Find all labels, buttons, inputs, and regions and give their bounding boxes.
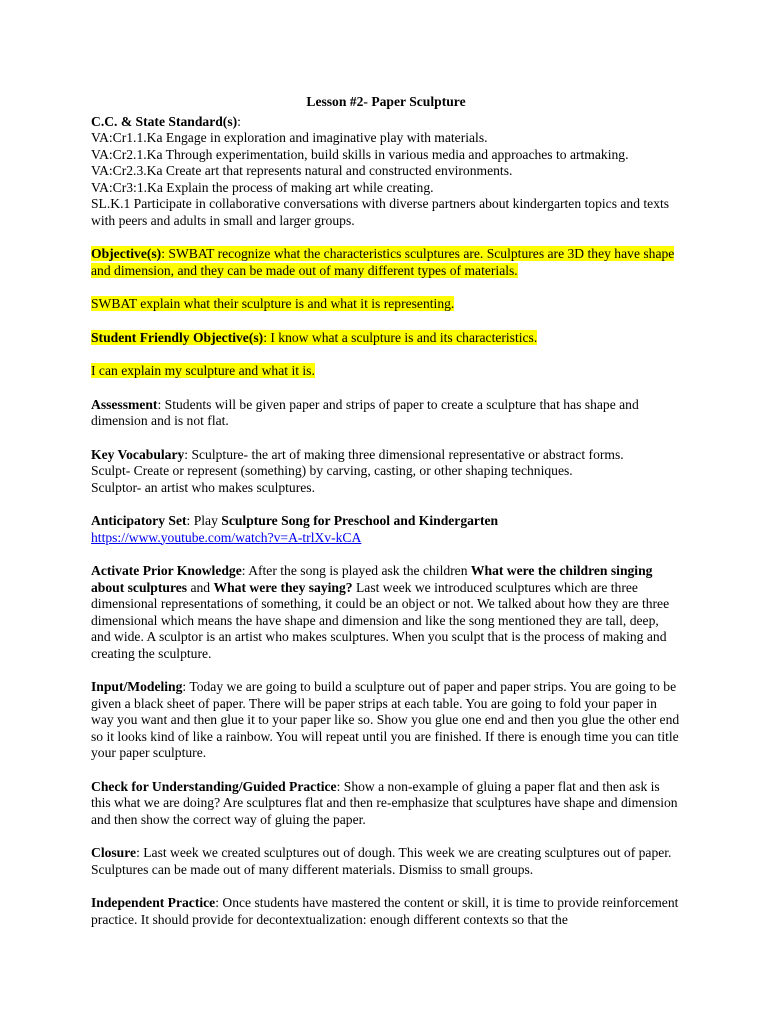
anticipatory-line [91,513,681,530]
objective-text: : SWBAT recognize what the characteristics sculptures are. Sculptures are 3D they have shape and dimension, and they can be made out of many different types of materials. [91,246,675,278]
prior-knowledge-question-1: What were the children singing about sculptures [91,563,653,595]
standard-line: SL.K.1 Participate in collaborative conversations with diverse partners about kindergarten topics and texts with peers and adults in small and larger groups. [91,196,670,228]
anticipatory-section [91,513,681,546]
student-objective-label: Student Friendly Objective(s) [91,329,264,345]
independent-practice-paragraph [91,895,681,928]
student-objective-highlight [91,330,537,345]
assessment-text: : Students will be given paper and strips of paper to create a sculpture that has shape and dimension and is not flat. [91,396,639,428]
vocabulary-line [91,447,681,464]
closure-paragraph [91,845,681,878]
prior-knowledge-text-3: Last week we introduced sculptures which are three dimensional representations of something, it could be an object or not. We talked about how they are three dimensional which means the have shape and dimension and like the song mentioned they are tall, deep, and wide. A sculptor is an artist who makes sculptures. When you sculpt that is the process of making and creating the sculpture. [91,579,670,661]
anticipatory-label: Anticipatory Set [91,513,187,528]
assessment-paragraph [91,397,681,430]
vocabulary-section [91,447,681,497]
prior-knowledge-text-1: : After the song is played ask the children [241,563,471,578]
video-link[interactable]: https://www.youtube.com/watch?v=A-trlXv-kCA [91,529,362,545]
vocabulary-line: Sculptor- an artist who makes sculptures. [91,479,315,495]
song-title: Sculpture Song for Preschool and Kindergarten [221,513,499,528]
objective-highlight [91,246,674,278]
lesson-plan-body [91,94,681,928]
independent-practice-text: : Once students have mastered the content or skill, it is time to provide reinforcement practice. It should provide for decontextualization: enough different contexts so that the [91,895,679,927]
standards-section [91,114,681,230]
standards-heading-line [91,114,681,131]
video-link-line [91,530,681,547]
objective-paragraph [91,246,681,279]
student-objective-2-text: I can explain my sculpture and what it is. [91,363,315,378]
student-objective-paragraph [91,330,681,347]
prior-knowledge-question-2: What were they saying? [213,579,353,595]
objective-2-paragraph [91,296,681,313]
standard-line: VA:Cr2.3.Ka Create art that represents natural and constructed environments. [91,163,513,178]
closure-label: Closure [91,845,137,860]
anticipatory-text: : Play [186,513,222,528]
prior-knowledge-label: Activate Prior Knowledge [91,563,242,578]
page-title: Lesson #2- Paper Sculpture [306,94,466,109]
standards-heading: C.C. & State Standard(s) [91,113,238,129]
input-modeling-text: : Today we are going to build a sculpture out of paper and paper strips. You are going to be given a black sheet of paper. There will be paper strips at each table. You are going to fold your paper in way you want and then glue it to your paper like so. Show you glue one end and then you glue the other end so it looks kind of like a rainbow. You will repeat until you are finished. If there is enough time you can title your paper sculpture. [91,679,680,760]
student-objective-2-paragraph [91,363,681,380]
vocabulary-text: : Sculpture- the art of making three dimensional representative or abstract forms. [184,446,624,462]
vocabulary-label: Key Vocabulary [91,446,185,462]
prior-knowledge-text-2: and [187,579,214,595]
closure-text: : Last week we created sculptures out of dough. This week we are creating sculptures out of paper. Sculptures can be made out of many different materials. Dismiss to small groups. [91,845,672,877]
standard-line: VA:Cr1.1.Ka Engage in exploration and imaginative play with materials. [91,130,488,145]
check-understanding-label: Check for Understanding/Guided Practice [91,778,337,794]
standard-line: VA:Cr2.1.Ka Through experimentation, build skills in various media and approaches to artmaking. [91,146,629,162]
input-modeling-label: Input/Modeling [91,679,183,694]
check-understanding-paragraph [91,779,681,829]
independent-practice-label: Independent Practice [91,895,216,910]
student-objective-text: : I know what a sculpture is and its characteristics. [263,329,538,345]
standards-heading-colon: : [237,113,241,129]
objective-2-text: SWBAT explain what their sculpture is and what it is representing. [91,296,455,311]
prior-knowledge-paragraph [91,563,681,662]
vocabulary-line: Sculpt- Create or represent (something) by carving, casting, or other shaping techniques. [91,463,573,478]
input-modeling-paragraph [91,679,681,762]
assessment-label: Assessment [91,396,158,412]
objective-label: Objective(s) [91,246,162,261]
standard-line: VA:Cr3:1.Ka Explain the process of making art while creating. [91,179,434,195]
check-understanding-text: : Show a non-example of gluing a paper flat and then ask is this what we are doing? Are sculptures flat and then re-emphasize that sculptures have shape and dimension and then show the correct way of gluing the paper. [91,778,678,827]
